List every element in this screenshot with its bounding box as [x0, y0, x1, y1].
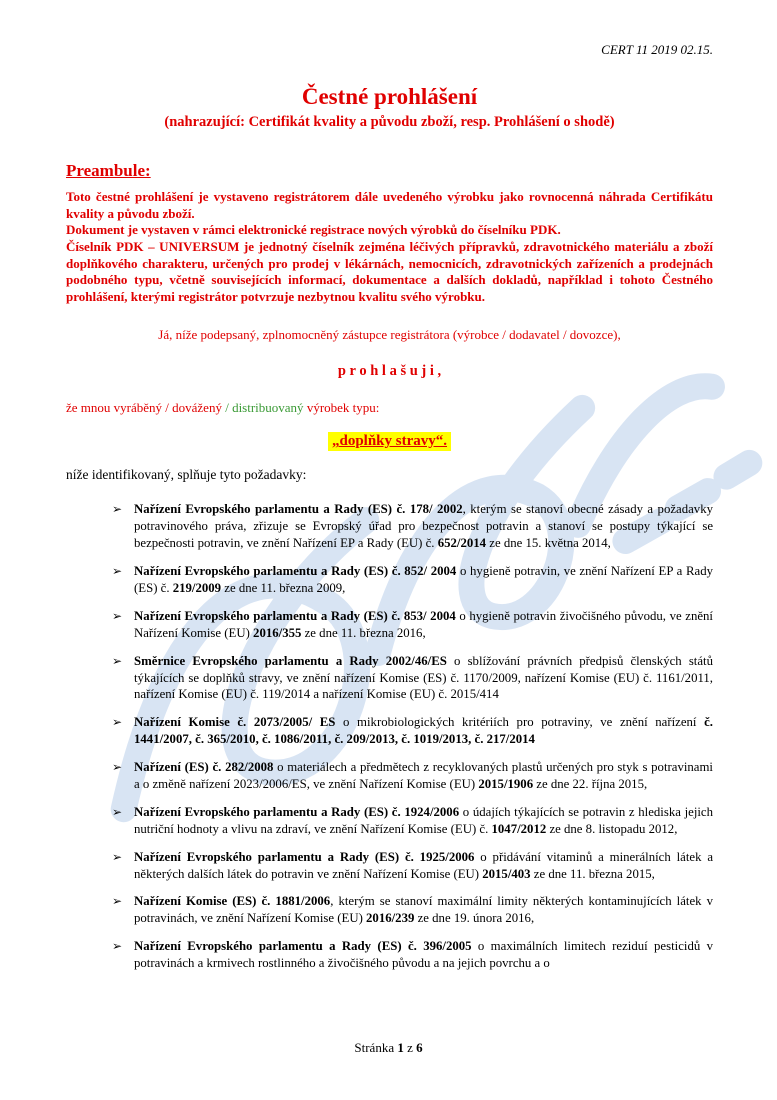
text-segment: výrobek typu:: [306, 400, 380, 416]
list-item: [112, 501, 713, 552]
text-segment: ze dne 8. listopadu 2012,: [546, 821, 678, 836]
list-item: [112, 938, 713, 972]
list-item-text: [134, 804, 713, 838]
arrow-bullet-icon: ➢: [112, 653, 123, 668]
arrow-bullet-icon: ➢: [112, 804, 123, 819]
list-item-text: [134, 501, 713, 552]
arrow-bullet-icon: ➢: [112, 502, 123, 517]
page-footer: [0, 1040, 777, 1056]
arrow-bullet-icon: ➢: [112, 849, 123, 864]
text-segment: Nařízení Evropského parlamentu a Rady (ES) č. 853/ 2004: [134, 608, 456, 623]
list-item: [112, 608, 713, 642]
text-segment: o sblížování právních předpisů členských států týkajících se doplňků stravy, ve znění nařízení Komise (ES) č. 1170/2009, nařízení Komise (EU) č. 1161/2011, nařízení Komise (EU) č. 119/2014 a nařízení Komise (EU) č. 2015/414: [134, 653, 713, 702]
text-segment: Stránka: [354, 1040, 398, 1055]
arrow-bullet-icon: ➢: [112, 564, 123, 579]
text-segment: 2015/1906: [478, 776, 534, 791]
text-segment: ze dne 19. února 2016,: [414, 911, 535, 926]
preambule-paragraph: Toto čestné prohlášení je vystaveno registrátorem dále uvedeného výrobku jako rovnocenná náhrada Certifikátu kvality a původu zboží.: [66, 189, 713, 221]
list-item: [112, 893, 713, 927]
declaration-outro: níže identifikovaný, splňuje tyto požadavky:: [66, 467, 307, 483]
text-segment: o hygieně potravin, ve znění Nařízení EP a Rady (ES) č.: [134, 564, 713, 595]
list-item-text: [134, 653, 713, 704]
list-item: [112, 714, 713, 748]
text-segment: o maximálních limitech reziduí pesticidů v potravinách a krmivech rostlinného a živočišného původu a na jejich povrchu a o: [134, 939, 713, 971]
text-segment: / distribuovaný: [225, 400, 307, 416]
arrow-bullet-icon: ➢: [112, 608, 123, 623]
text-segment: Nařízení Evropského parlamentu a Rady (ES) č. 1925/2006: [134, 849, 475, 864]
list-item-text: [134, 714, 713, 748]
text-segment: 2015/403: [482, 866, 531, 881]
text-segment: o hygieně potravin živočišného původu, ve znění Nařízení Komise (EU): [134, 608, 713, 640]
list-item: [112, 653, 713, 704]
list-item-text: [134, 563, 713, 597]
text-segment: Nařízení Evropského parlamentu a Rady (ES) č. 852/ 2004: [134, 564, 457, 579]
preambule-heading: Preambule:: [66, 161, 151, 180]
text-segment: 1047/2012: [491, 821, 547, 836]
requirements-list: [112, 501, 713, 972]
text-segment: 652/2014: [437, 536, 487, 551]
preambule-paragraph: Dokument je vystaven v rámci elektronické registrace nových výrobků do číselníku PDK.: [66, 222, 561, 238]
document-code: CERT 11 2019 02.15.: [601, 42, 713, 57]
arrow-bullet-icon: ➢: [112, 760, 123, 775]
preambule-body: [66, 189, 713, 305]
list-item-text: [134, 938, 713, 972]
document-subtitle: (nahrazující: Certifikát kvality a původu zboží, resp. Prohlášení o shodě): [164, 114, 615, 130]
text-segment: o údajích týkajících se potravin z hlediska jejich nutriční hodnoty a vlivu na zdraví, ve znění Nařízení Komise (EU) č.: [134, 804, 714, 836]
document-title: Čestné prohlášení: [301, 84, 478, 109]
text-segment: Nařízení Evropského parlamentu a Rady (ES) č. 396/2005: [134, 939, 472, 954]
text-segment: 1: [397, 1040, 404, 1055]
product-type-highlight: „doplňky stravy“.: [328, 432, 451, 451]
text-segment: o materiálech a předmětech z recyklovaných plastů určených pro styk s potravinami a o změně nařízení 2023/2006/ES, ve znění Nařízení Komise (EU): [134, 760, 713, 791]
text-segment: Nařízení (ES) č. 282/2008: [134, 760, 274, 775]
text-segment: 219/2009: [172, 580, 222, 595]
arrow-bullet-icon: ➢: [112, 894, 123, 909]
text-segment: 6: [416, 1040, 423, 1055]
text-segment: , kterým se stanoví obecné zásady a požadavky potravinového práva, zřizuje se Evropský úřad pro bezpečnost potravin a stanoví se postupy týkající se bezpečnosti potravin, ve znění Nařízení EP a Rady (EU) č.: [134, 502, 713, 551]
text-segment: že mnou vyráběný / dovážený: [66, 400, 226, 416]
arrow-bullet-icon: ➢: [112, 715, 123, 730]
text-segment: o mikrobiologických kritériích pro potraviny, ve znění nařízení: [335, 715, 705, 730]
list-item-text: [134, 608, 713, 642]
list-item-text: [134, 893, 713, 927]
product-line: [66, 400, 713, 416]
text-segment: Nařízení Komise (ES) č. 1881/2006: [134, 894, 331, 909]
text-segment: Směrnice Evropského parlamentu a Rady 2002/46/ES: [134, 653, 447, 668]
declaration-intro: Já, níže podepsaný, zplnomocněný zástupce registrátora (výrobce / dodavatel / dovozce),: [158, 327, 621, 343]
text-segment: Nařízení Komise č. 2073/2005/ ES: [134, 715, 336, 730]
text-segment: , kterým se stanoví maximální limity některých kontaminujících látek v potravinách, ve znění Nařízení Komise (EU): [134, 894, 713, 926]
list-item-text: [134, 759, 713, 793]
text-segment: 2016/239: [366, 911, 415, 926]
text-segment: ze dne 11. března 2015,: [530, 866, 655, 881]
text-segment: ze dne 15. května 2014,: [486, 536, 611, 551]
text-segment: ze dne 11. března 2016,: [301, 625, 426, 640]
text-segment: o přidávání vitaminů a minerálních látek a některých dalších látek do potravin ve znění Nařízení Komise (EU): [134, 849, 713, 881]
list-item: [112, 804, 713, 838]
declaration-verb: p r o h l a š u j i ,: [337, 363, 442, 380]
text-segment: ze dne 22. října 2015,: [533, 776, 648, 791]
text-segment: 2016/355: [253, 625, 302, 640]
product-type-wrap: [66, 432, 713, 451]
text-segment: z: [403, 1040, 417, 1055]
arrow-bullet-icon: ➢: [112, 939, 123, 954]
preambule-paragraph: Číselník PDK – UNIVERSUM je jednotný číselník zejména léčivých přípravků, zdravotnického materiálu a zboží doplňkového charakteru, určených pro prodej v lékárnách, nemocnicích, zdravotnických zařízeních a prodejnách podobného typu, včetně souvisejících informací, dokumentace a dalších dokladů, například i tohoto Čestného prohlášení, kterými registrátor potvrzuje nezbytnou kvalitu svého výrobku.: [66, 238, 713, 304]
text-segment: ze dne 11. března 2009,: [221, 580, 346, 595]
list-item-text: [134, 849, 713, 883]
text-segment: Nařízení Evropského parlamentu a Rady (ES) č. 1924/2006: [134, 804, 460, 819]
text-segment: č. 1441/2007, č. 365/2010, č. 1086/2011, č. 209/2013, č. 1019/2013, č. 217/2014: [134, 715, 713, 747]
list-item: [112, 849, 713, 883]
list-item: [112, 563, 713, 597]
text-segment: Nařízení Evropského parlamentu a Rady (ES) č. 178/ 2002: [134, 502, 463, 517]
list-item: [112, 759, 713, 793]
